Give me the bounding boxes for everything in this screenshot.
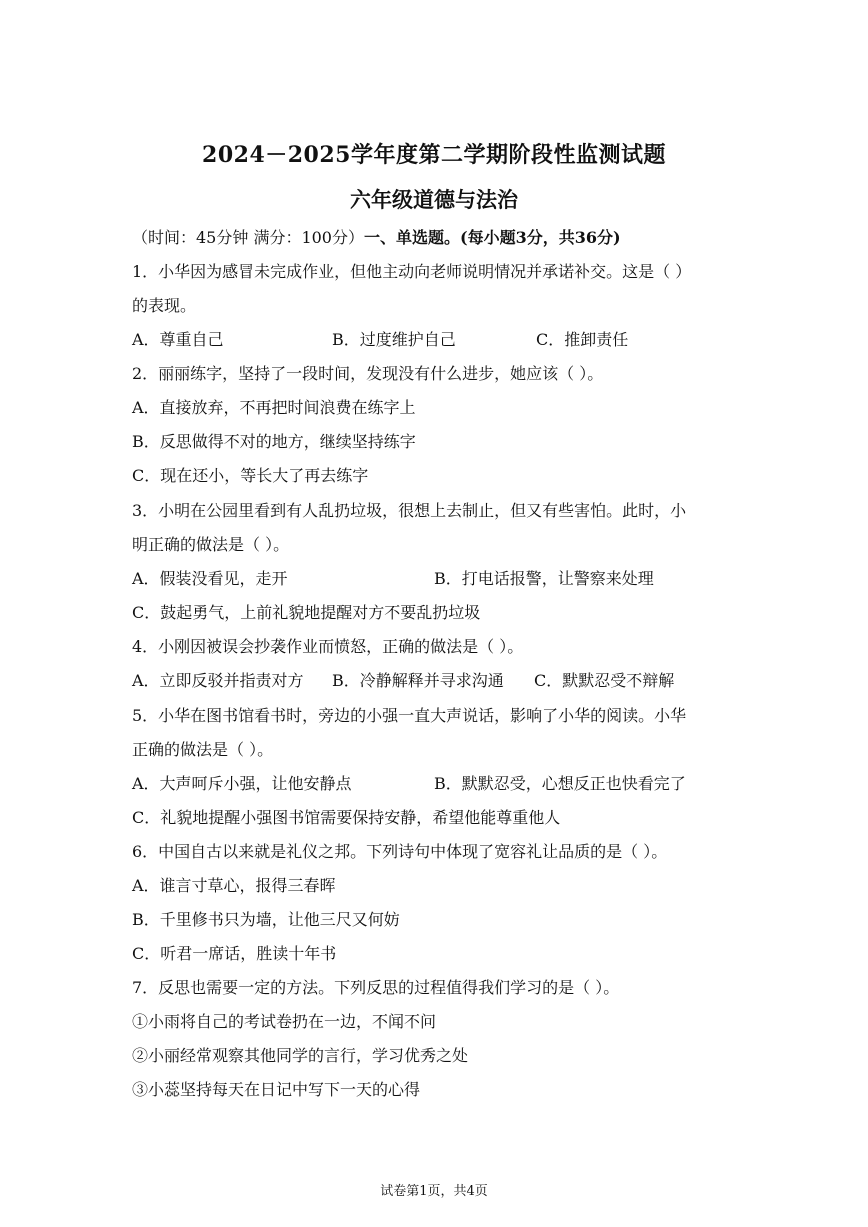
q7-item-1: ①小雨将自己的考试卷扔在一边，不闻不问: [132, 1012, 437, 1031]
question-1-stem-cont: 的表现。: [132, 296, 197, 315]
q3-option-c: C．鼓起勇气，上前礼貌地提醒对方不要乱扔垃圾: [132, 603, 481, 622]
q6-option-b: B．千里修书只为墙，让他三尺又何妨: [132, 910, 400, 929]
q6-option-c: C．听君一席话，胜读十年书: [132, 944, 337, 963]
q1-option-b: B．过度维护自己: [332, 330, 456, 349]
q4-option-a: A．立即反驳并指责对方: [132, 671, 304, 690]
q2-option-a: A．直接放弃，不再把时间浪费在练字上: [132, 398, 416, 417]
q3-option-a: A．假装没看见，走开: [132, 569, 288, 588]
q4-option-c: C．默默忍受不辩解: [534, 671, 675, 690]
exam-subject: 六年级道德与法治: [350, 187, 518, 212]
question-4-stem: 4．小刚因被误会抄袭作业而愤怒，正确的做法是（ ）。: [132, 637, 524, 656]
question-2-stem: 2．丽丽练字，坚持了一段时间，发现没有什么进步，她应该（ ）。: [132, 364, 604, 383]
exam-info: [132, 228, 621, 248]
q4-option-b: B．冷静解释并寻求沟通: [332, 671, 504, 690]
q2-option-c: C．现在还小，等长大了再去练字: [132, 466, 369, 485]
question-3-stem: 3．小明在公园里看到有人乱扔垃圾，很想上去制止，但又有些害怕。此时，小: [132, 501, 687, 520]
question-5-stem-cont: 正确的做法是（ ）。: [132, 740, 274, 759]
q7-item-2: ②小丽经常观察其他同学的言行，学习优秀之处: [132, 1046, 469, 1065]
section-heading: 一、单选题。(每小题3分，共36分): [364, 228, 621, 247]
q1-option-a: A．尊重自己: [132, 330, 224, 349]
question-6-stem: 6．中国自古以来就是礼仪之邦。下列诗句中体现了宽容礼让品质的是（ ）。: [132, 842, 668, 861]
question-5-stem: 5．小华在图书馆看书时，旁边的小强一直大声说话，影响了小华的阅读。小华: [132, 706, 687, 725]
q5-option-a: A．大声呵斥小强，让他安静点: [132, 774, 352, 793]
q7-item-3: ③小蕊坚持每天在日记中写下一天的心得: [132, 1080, 421, 1099]
question-3-stem-cont: 明正确的做法是（ ）。: [132, 535, 290, 554]
q2-option-b: B．反思做得不对的地方，继续坚持练字: [132, 432, 416, 451]
q3-option-b: B．打电话报警，让警察来处理: [434, 569, 654, 588]
exam-title: 2024－2025学年度第二学期阶段性监测试题: [202, 142, 666, 168]
q6-option-a: A．谁言寸草心，报得三春晖: [132, 876, 336, 895]
q5-option-b: B．默默忍受，心想反正也快看完了: [434, 774, 686, 793]
page-footer: 试卷第1页，共4页: [380, 1184, 488, 1199]
time-score: （时间：45分钟 满分：100分）: [132, 228, 364, 247]
question-1-stem: 1．小华因为感冒未完成作业，但他主动向老师说明情况并承诺补交。这是（ ）: [132, 262, 692, 281]
question-7-stem: 7．反思也需要一定的方法。下列反思的过程值得我们学习的是（ ）。: [132, 978, 620, 997]
q1-option-c: C．推卸责任: [536, 330, 629, 349]
q5-option-c: C．礼貌地提醒小强图书馆需要保持安静，希望他能尊重他人: [132, 808, 561, 827]
